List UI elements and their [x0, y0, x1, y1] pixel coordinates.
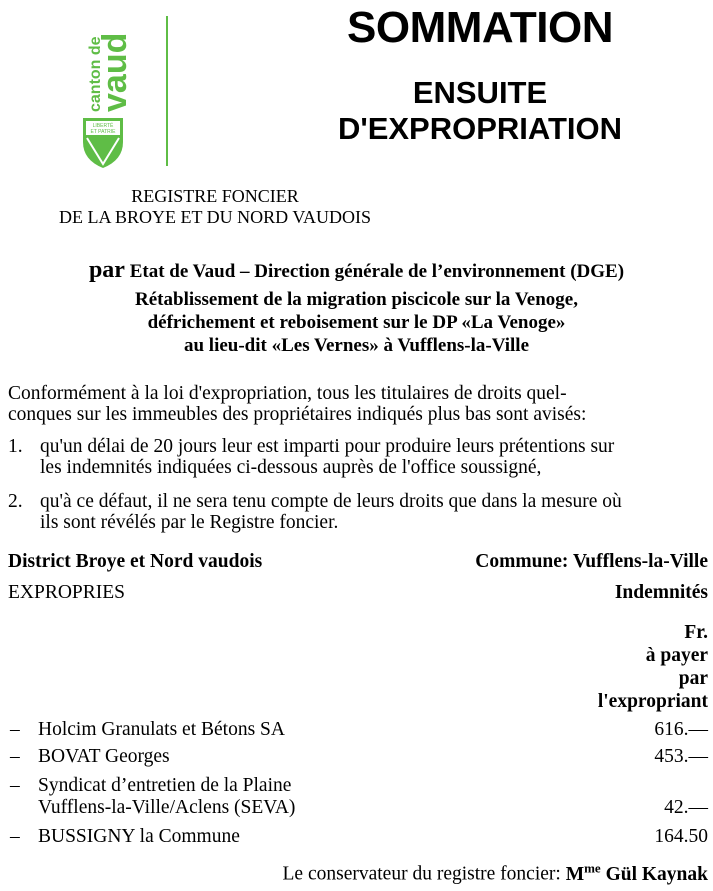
amount-header-currency: Fr. — [684, 622, 708, 643]
signature-title: M — [565, 863, 585, 885]
project-line-2: défrichement et reboisement sur le DP «La Venoge» — [147, 312, 566, 333]
title-line-ensuite: ENSUITE — [412, 75, 548, 110]
registry-line-2: DE LA BROYE ET DU NORD VAUDOIS — [58, 207, 372, 227]
owner-4-name: BUSSIGNY la Commune — [38, 826, 240, 847]
intro-line-2: conques sur les immeubles des propriétaires indiqués plus bas sont avisés: — [8, 404, 587, 425]
commune-label: Commune: Vufflens-la-Ville — [475, 551, 708, 572]
requester-line — [0, 258, 713, 284]
owner-3-name-line-2: Vufflens-la-Ville/Aclens (SEVA) — [38, 797, 296, 818]
amount-header-line-3: par — [678, 668, 708, 689]
owner-3-name: Syndicat d’entretien de la Plaine — [38, 775, 292, 796]
indemnites-label: Indemnités — [614, 582, 708, 603]
signature-prefix: Le conservateur du registre foncier: — [282, 863, 561, 885]
intro-line-1: Conformément à la loi d'expropriation, tous les titulaires de droits quel- — [8, 383, 567, 404]
point-2-line-2: ils sont révélés par le Registre foncier. — [40, 512, 339, 533]
signature-title-sup: me — [584, 860, 601, 875]
owner-1-amount: 616.— — [654, 719, 708, 740]
owner-2-amount: 453.— — [654, 746, 708, 767]
requester-name: Etat de Vaud – Direction générale de l’environnement (DGE) — [129, 261, 625, 282]
logo-canton-text: canton de — [87, 36, 104, 112]
point-1-line-1: qu'un délai de 20 jours leur est imparti pour produire leurs prétentions sur — [40, 436, 615, 457]
owner-1-dash: – — [10, 719, 20, 740]
point-2-number: 2. — [8, 491, 23, 512]
point-2-line-1: qu'à ce défaut, il ne sera tenu compte de leurs droits que dans la mesure où — [40, 491, 622, 512]
canton-shield-icon — [78, 14, 128, 170]
requester-prefix: par — [88, 257, 125, 283]
logo-vaud-text: vaud — [96, 32, 128, 112]
point-1-line-2: les indemnités indiquées ci-dessous auprès de l'office soussigné, — [40, 457, 542, 478]
owner-3-dash: – — [10, 775, 20, 796]
owner-2-dash: – — [10, 746, 20, 767]
owner-2-name: BOVAT Georges — [38, 746, 170, 767]
registry-line-1: REGISTRE FONCIER — [131, 186, 299, 206]
canton-logo — [78, 14, 128, 170]
project-line-3: au lieu-dit «Les Vernes» à Vufflens-la-Ville — [183, 335, 529, 356]
signature-line — [283, 856, 708, 887]
project-line-1: Rétablissement de la migration piscicole sur la Venoge, — [135, 289, 578, 310]
svg-text:ET PATRIE: ET PATRIE — [90, 129, 116, 135]
district-label: District Broye et Nord vaudois — [8, 551, 263, 572]
owner-1-name: Holcim Granulats et Bétons SA — [38, 719, 285, 740]
amount-header-line-2: à payer — [645, 645, 708, 666]
page-title: SOMMATION — [347, 3, 613, 52]
header-divider — [166, 16, 168, 166]
title-line-expropriation: D'EXPROPRIATION — [337, 111, 623, 146]
signature-name: Gül Kaynak — [605, 863, 708, 885]
amount-header-line-4: l'expropriant — [597, 691, 708, 712]
svg-text:LIBERTÉ: LIBERTÉ — [92, 123, 114, 129]
owner-4-dash: – — [10, 826, 20, 847]
point-1-number: 1. — [8, 436, 23, 457]
expropries-label: EXPROPRIES — [8, 582, 126, 603]
owner-4-amount: 164.50 — [654, 826, 708, 847]
owner-3-amount: 42.— — [664, 797, 708, 818]
